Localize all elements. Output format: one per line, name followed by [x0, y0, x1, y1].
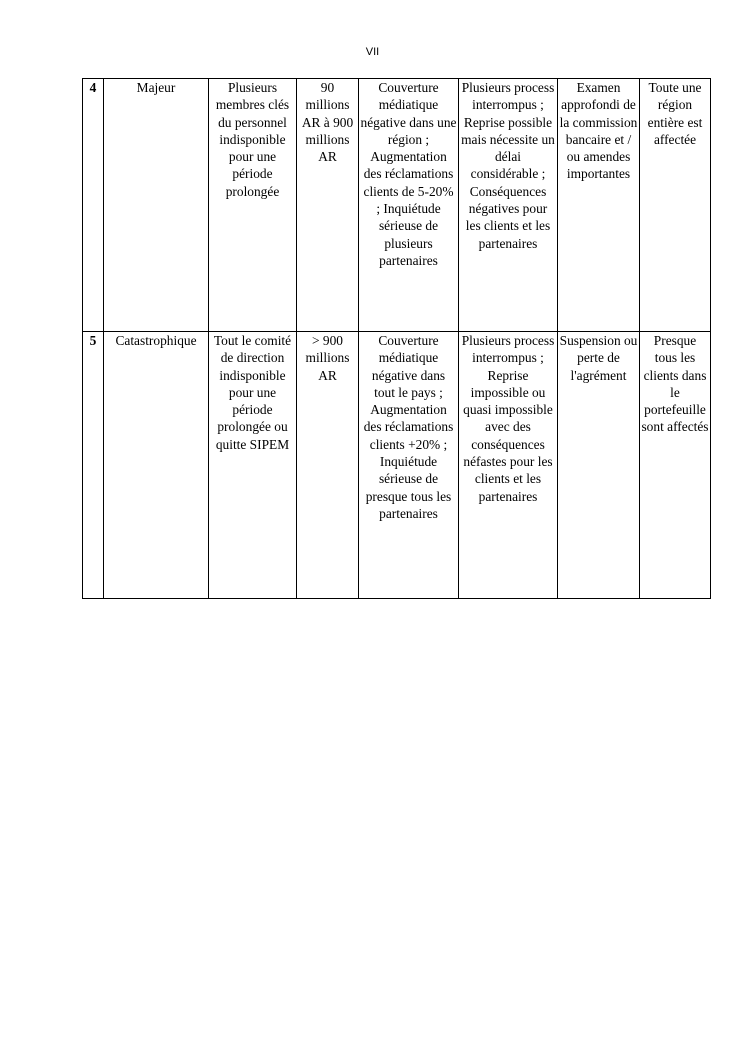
- regulatory-impact-cell: Suspension ou perte de l'agrément: [558, 332, 640, 599]
- reputation-impact-cell: Couverture médiatique négative dans une région ; Augmentation des réclamations clients de 5-20% ; Inquiétude sérieuse de plusieurs partenaires: [359, 79, 459, 332]
- personnel-impact-cell: Plusieurs membres clés du personnel indisponible pour une période prolongée: [209, 79, 297, 332]
- level-label-cell: Majeur: [104, 79, 209, 332]
- page-number: VII: [365, 46, 380, 58]
- clients-impact-cell: Presque tous les clients dans le portefeuille sont affectés: [640, 332, 711, 599]
- reputation-impact-cell: Couverture médiatique négative dans tout le pays ; Augmentation des réclamations clients +20% ; Inquiétude sérieuse de presque tous les partenaires: [359, 332, 459, 599]
- clients-impact-cell: Toute une région entière est affectée: [640, 79, 711, 332]
- risk-impact-table: [82, 78, 711, 599]
- personnel-impact-cell: Tout le comité de direction indisponible pour une période prolongée ou quitte SIPEM: [209, 332, 297, 599]
- level-label-cell: Catastrophique: [104, 332, 209, 599]
- operations-impact-cell: Plusieurs process interrompus ; Reprise impossible ou quasi impossible avec des conséquences néfastes pour les clients et les partenaires: [459, 332, 558, 599]
- regulatory-impact-cell: Examen approfondi de la commission bancaire et / ou amendes importantes: [558, 79, 640, 332]
- table-row: [83, 79, 711, 332]
- operations-impact-cell: Plusieurs process interrompus ; Reprise possible mais nécessite un délai considérable ; Conséquences négatives pour les clients et les partenaires: [459, 79, 558, 332]
- level-number-cell: 5: [83, 332, 104, 599]
- financial-impact-cell: > 900 millions AR: [297, 332, 359, 599]
- level-number-cell: 4: [83, 79, 104, 332]
- table-row: [83, 332, 711, 599]
- financial-impact-cell: 90 millions AR à 900 millions AR: [297, 79, 359, 332]
